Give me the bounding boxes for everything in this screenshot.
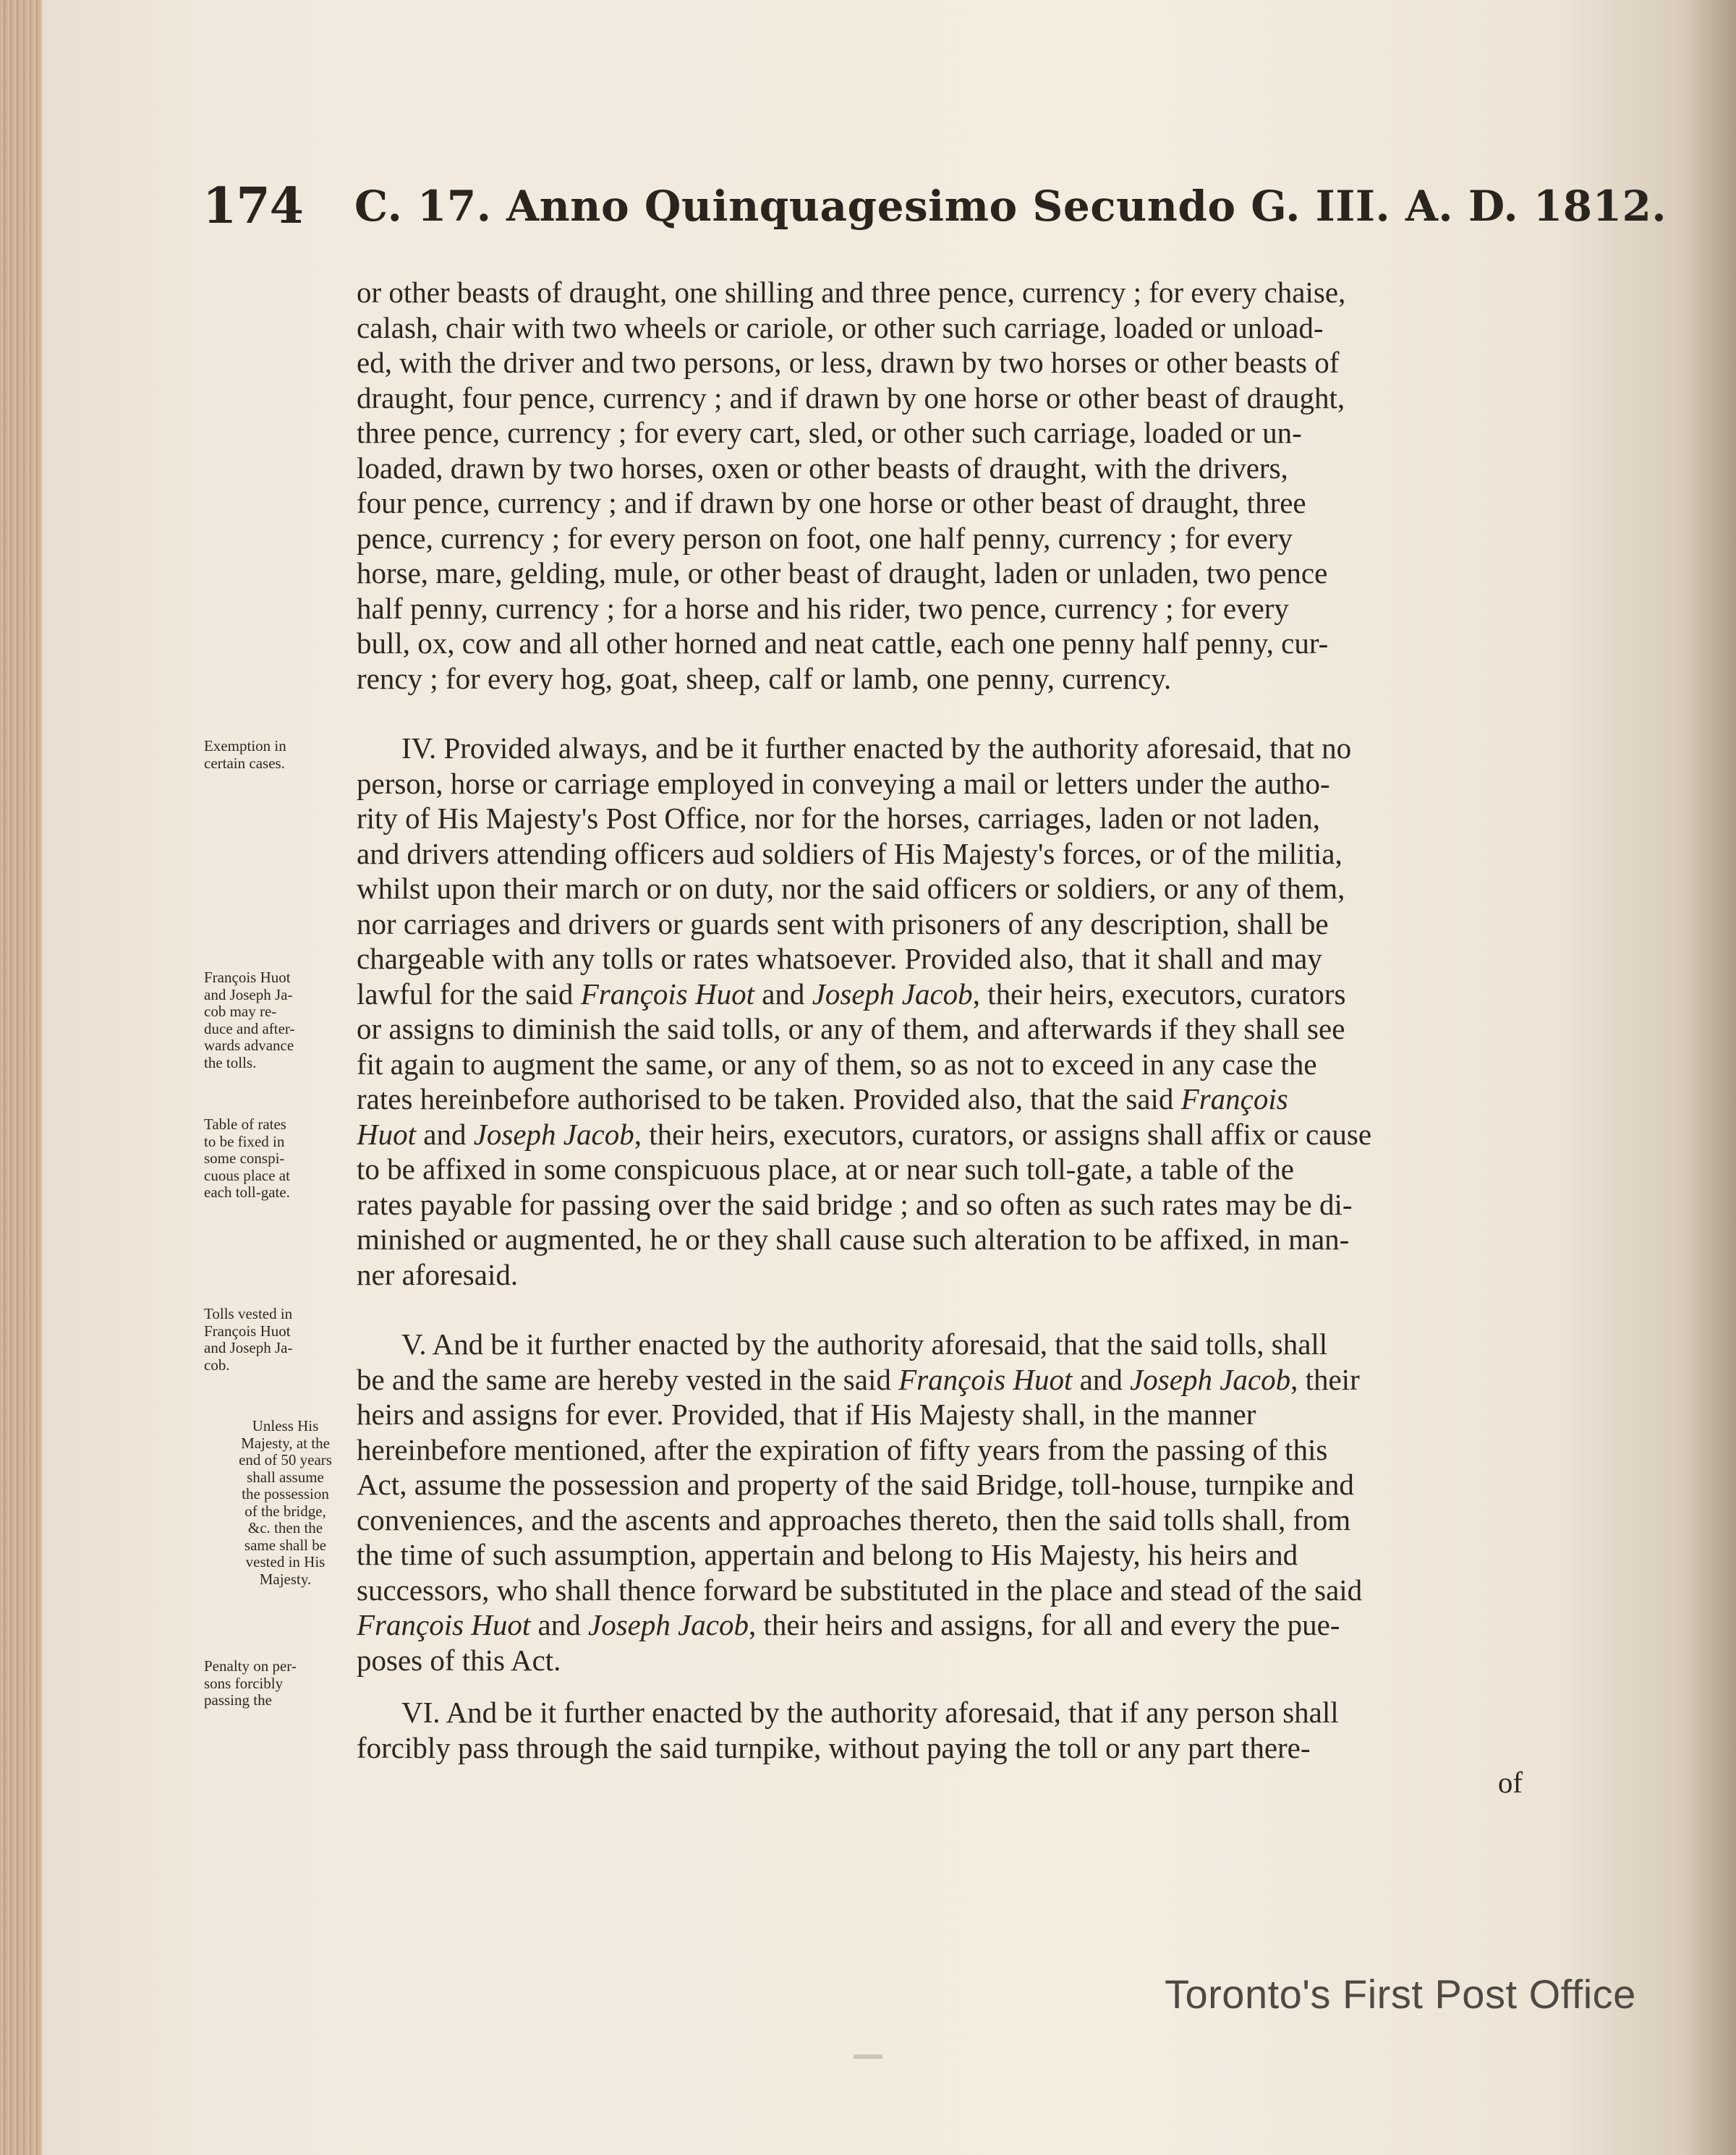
text-line: the time of such assumption, appertain and belong to His Majesty, his heirs and (357, 1538, 1298, 1571)
text-line: forcibly pass through the said turnpike, without paying the toll or any part there- (357, 1730, 1311, 1764)
text-line: or assigns to diminish the said tolls, or any of them, and afterwards if they shall see (357, 1012, 1345, 1045)
text-line: three pence, currency ; for every cart, sled, or other such carriage, loaded or un- (357, 416, 1302, 449)
text-line: VI. And be it further enacted by the authority aforesaid, that if any person shall (401, 1696, 1339, 1729)
text-line: rity of His Majesty's Post Office, nor for the horses, carriages, laden or not laden, (357, 802, 1320, 835)
text-line: whilst upon their march or on duty, nor the said officers or soldiers, or any of them, (357, 872, 1345, 905)
text-line: poses of this Act. (357, 1643, 561, 1677)
page-number: 174 (203, 177, 303, 235)
text-line: François Huot and Joseph Jacob, their heirs and assigns, for all and every the pue- (357, 1608, 1340, 1641)
text-line: fit again to augment the same, or any of them, so as not to exceed in any case the (357, 1047, 1317, 1081)
text-line: or other beasts of draught, one shilling and three pence, currency ; for every chaise, (357, 276, 1346, 309)
margin-note-table-of-rates: Table of rates to be fixed in some conspi- cuous place at each toll-gate. (204, 1115, 290, 1201)
page-stack-edge (0, 0, 42, 2155)
text-line: loaded, drawn by two horses, oxen or other beasts of draught, with the drivers, (357, 451, 1288, 485)
text-line: successors, who shall thence forward be substituted in the place and stead of the said (357, 1573, 1363, 1607)
text-line: ner aforesaid. (357, 1257, 519, 1291)
tolls-continuation-paragraph (357, 275, 1523, 696)
section-iv-paragraph (357, 731, 1523, 1292)
section-v-paragraph (357, 1327, 1523, 1678)
text-line: and drivers attending officers aud soldiers of His Majesty's forces, or of the militia, (357, 836, 1343, 870)
text-line: of (1497, 1766, 1523, 1799)
section-vi-paragraph (357, 1695, 1523, 1801)
text-line: pence, currency ; for every person on foot, one half penny, currency ; for every (357, 521, 1293, 555)
text-line: IV. Provided always, and be it further enacted by the authority aforesaid, that no (401, 731, 1352, 765)
text-line: four pence, currency ; and if drawn by one horse or other beast of draught, three (357, 486, 1306, 519)
text-line: rency ; for every hog, goat, sheep, calf or lamb, one penny, currency. (357, 661, 1172, 695)
margin-note-huot-jacob: François Huot and Joseph Ja- cob may re- duce and after- wards advance the tolls. (204, 969, 295, 1071)
text-line: person, horse or carriage employed in conveying a mail or letters under the autho- (357, 766, 1330, 800)
text-line: to be affixed in some conspicuous place, at or near such toll-gate, a table of the (357, 1152, 1294, 1186)
text-line: half penny, currency ; for a horse and his rider, two pence, currency ; for every (357, 591, 1289, 625)
text-line: be and the same are hereby vested in the said François Huot and Joseph Jacob, their (357, 1362, 1360, 1396)
source-watermark: Toronto's First Post Office (1165, 1971, 1636, 2017)
text-line: heirs and assigns for ever. Provided, that if His Majesty shall, in the manner (357, 1398, 1256, 1431)
text-line: Huot and Joseph Jacob, their heirs, executors, curators, or assigns shall affix or cause (357, 1117, 1372, 1151)
text-line: rates hereinbefore authorised to be taken. Provided also, that the said François (357, 1082, 1288, 1115)
margin-note-exemption: Exemption in certain cases. (204, 737, 286, 772)
margin-note-tolls-vested: Tolls vested in François Huot and Joseph Ja- cob. (204, 1305, 293, 1374)
page-header (203, 177, 1667, 242)
text-line: Act, assume the possession and property of the said Bridge, toll-house, turnpike and (357, 1468, 1354, 1501)
text-line: bull, ox, cow and all other horned and neat cattle, each one penny half penny, cur- (357, 626, 1329, 660)
statute-text (357, 275, 1523, 1801)
text-line: chargeable with any tolls or rates whatsoever. Provided also, that it shall and may (357, 942, 1322, 975)
text-line: minished or augmented, he or they shall cause such alteration to be affixed, in man- (357, 1223, 1350, 1256)
text-line: V. And be it further enacted by the authority aforesaid, that the said tolls, shall (401, 1327, 1328, 1361)
text-line: ed, with the driver and two persons, or less, drawn by two horses or other beasts of (357, 346, 1340, 379)
text-line: lawful for the said François Huot and Joseph Jacob, their heirs, executors, curators (357, 977, 1346, 1011)
text-line: horse, mare, gelding, mule, or other beast of draught, laden or unladen, two pence (357, 556, 1328, 590)
running-head: C. 17. Anno Quinquagesimo Secundo G. III. A. D. 1812. (354, 182, 1667, 231)
ink-mark (854, 2054, 882, 2059)
text-line: draught, four pence, currency ; and if drawn by one horse or other beast of draught, (357, 381, 1345, 415)
text-line: hereinbefore mentioned, after the expiration of fifty years from the passing of this (357, 1432, 1328, 1466)
text-line: rates payable for passing over the said bridge ; and so often as such rates may be di- (357, 1187, 1353, 1221)
text-line: calash, chair with two wheels or cariole, or other such carriage, loaded or unload- (357, 310, 1324, 344)
margin-note-unless-majesty: Unless His Majesty, at the end of 50 years shall assume the possession of the bridge, &c. then the same shall be vested in His Majesty. (239, 1417, 332, 1588)
margin-note-penalty: Penalty on per- sons forcibly passing the (204, 1657, 297, 1709)
text-line: conveniences, and the ascents and approaches thereto, then the said tolls shall, from (357, 1502, 1351, 1536)
text-line: nor carriages and drivers or guards sent with prisoners of any description, shall be (357, 906, 1329, 940)
gutter-shadow (1685, 0, 1736, 2155)
